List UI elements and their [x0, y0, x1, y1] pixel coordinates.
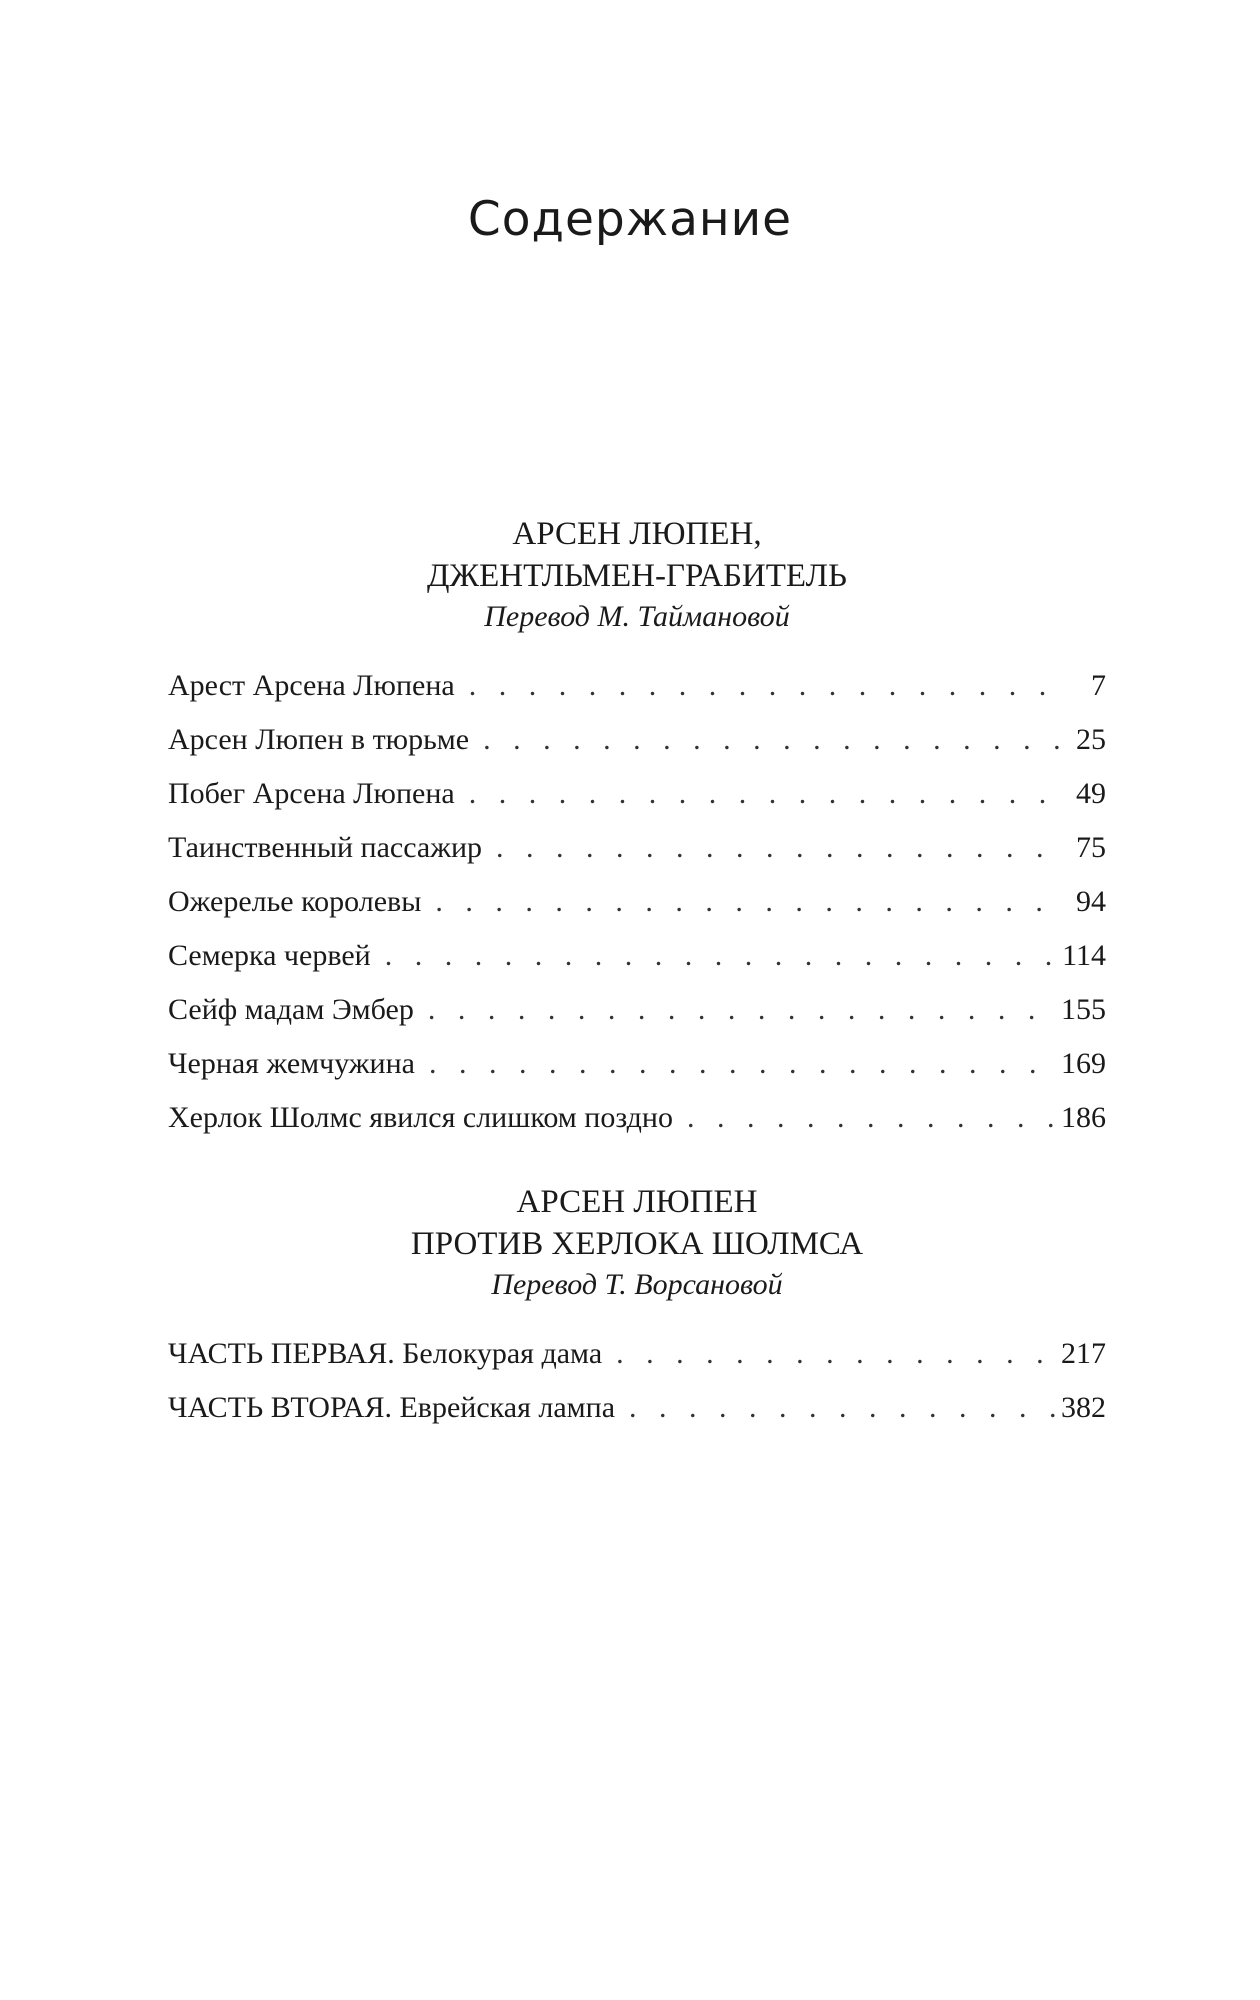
toc-entry-page: 169 [1061, 1047, 1106, 1080]
toc-entry-title: Арсен Люпен в тюрьме [168, 723, 470, 756]
toc-section-2 [168, 1181, 1106, 1435]
toc-entry[interactable] [168, 1091, 1106, 1145]
dot-leader [629, 1381, 1055, 1435]
toc-entry-page: 49 [1076, 777, 1106, 810]
toc-entry-page: 382 [1061, 1391, 1106, 1424]
dot-leader [483, 713, 1060, 767]
toc-entry-title: Черная жемчужина [168, 1047, 415, 1080]
dot-leader [496, 821, 1060, 875]
translator-credit: Перевод Т. Ворсановой [491, 1268, 783, 1301]
section-heading-line: ПРОТИВ ХЕРЛОКА ШОЛМСА [410, 1226, 864, 1262]
dot-leader [428, 983, 1055, 1037]
toc-entry-title: Семерка червей [168, 939, 371, 972]
toc-list [168, 1327, 1106, 1435]
toc-entry[interactable] [168, 713, 1106, 767]
dot-leader [385, 929, 1056, 983]
dot-leader [435, 875, 1060, 929]
section-heading-line: АРСЕН ЛЮПЕН, [512, 516, 762, 552]
toc-entry[interactable] [168, 875, 1106, 929]
toc-entry-title: Херлок Шолмс явился слишком поздно [168, 1101, 673, 1134]
toc-section-1 [168, 513, 1106, 1145]
section-heading-line: АРСЕН ЛЮПЕН [516, 1184, 758, 1220]
toc-entry[interactable] [168, 767, 1106, 821]
toc-entry-page: 25 [1076, 723, 1106, 756]
toc-entry-title: Ожерелье королевы [168, 885, 422, 918]
toc-entry-page: 7 [1091, 669, 1106, 702]
translator-credit: Перевод М. Таймановой [484, 600, 790, 633]
page-title: Содержание [467, 192, 793, 247]
dot-leader [469, 767, 1060, 821]
toc-entry[interactable] [168, 1381, 1106, 1435]
toc-entry-title: ЧАСТЬ ВТОРАЯ. Еврейская лампа [168, 1391, 616, 1424]
toc-entry-page: 75 [1076, 831, 1106, 864]
toc-entry[interactable] [168, 659, 1106, 713]
section-heading [168, 1181, 1106, 1265]
toc-entry-title: ЧАСТЬ ПЕРВАЯ. Белокурая дама [168, 1337, 603, 1370]
toc-entry-title: Побег Арсена Люпена [168, 777, 455, 810]
dot-leader [616, 1327, 1055, 1381]
toc-entry[interactable] [168, 929, 1106, 983]
toc-list [168, 659, 1106, 1145]
toc-entry-page: 217 [1061, 1337, 1106, 1370]
toc-entry-title: Сейф мадам Эмбер [168, 993, 414, 1026]
toc-entry-page: 114 [1062, 939, 1106, 972]
toc-entry-title: Арест Арсена Люпена [168, 669, 455, 702]
toc-entry-title: Таинственный пассажир [168, 831, 483, 864]
toc-entry[interactable] [168, 1037, 1106, 1091]
dot-leader [687, 1091, 1055, 1145]
dot-leader [429, 1037, 1055, 1091]
section-heading-line: ДЖЕНТЛЬМЕН-ГРАБИТЕЛЬ [427, 558, 847, 594]
dot-leader [469, 659, 1060, 713]
toc-entry-page: 186 [1061, 1101, 1106, 1134]
section-heading [168, 513, 1106, 597]
toc-entry[interactable] [168, 983, 1106, 1037]
toc-entry-page: 94 [1076, 885, 1106, 918]
toc-entry[interactable] [168, 821, 1106, 875]
toc-entry[interactable] [168, 1327, 1106, 1381]
toc-entry-page: 155 [1061, 993, 1106, 1026]
